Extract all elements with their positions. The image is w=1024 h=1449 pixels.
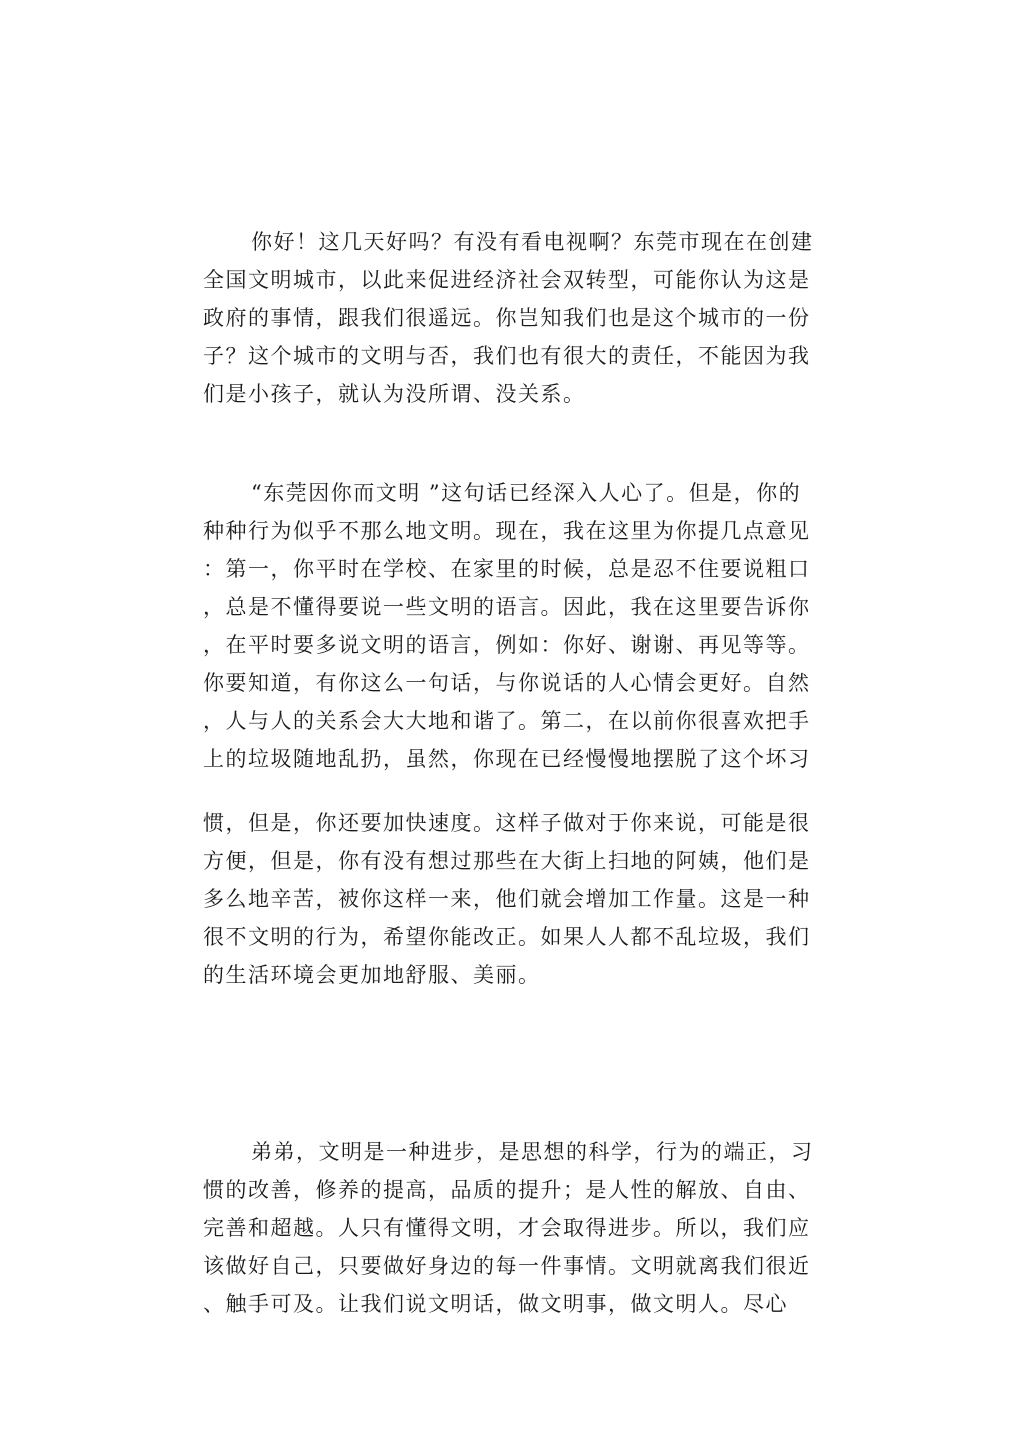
paragraph-line: 你要知道，有你这么一句话，与你说话的人心情会更好。自然 (203, 671, 811, 695)
paragraph-line: 们是小孩子，就认为没所谓、没关系。 (203, 382, 586, 406)
paragraph-line: 弟弟，文明是一种进步，是思想的科学，行为的端正，习 (251, 1140, 814, 1164)
paragraph-line: 方便，但是，你有没有想过那些在大街上扫地的阿姨，他们是 (203, 849, 811, 873)
paragraph-line: 种种行为似乎不那么地文明。现在，我在这里为你提几点意见 (203, 519, 811, 543)
paragraph-line: 惯的改善，修养的提高，品质的提升；是人性的解放、自由、 (203, 1178, 811, 1202)
paragraph-line: 你好！这几天好吗？有没有看电视啊？东莞市现在在创建 (251, 230, 814, 254)
paragraph-line: 惯，但是，你还要加快速度。这样子做对于你来说，可能是很 (203, 811, 811, 835)
paragraph-line: “东莞因你而文明 ”这句话已经深入人心了。但是，你的 (251, 481, 802, 505)
paragraph-line: 政府的事情，跟我们很遥远。你岂知我们也是这个城市的一份 (203, 306, 811, 330)
paragraph-line: ，在平时要多说文明的语言，例如：你好、谢谢、再见等等。 (203, 633, 811, 657)
paragraph-line: 多么地辛苦，被你这样一来，他们就会增加工作量。这是一种 (203, 887, 811, 911)
paragraph-line: 完善和超越。人只有懂得文明，才会取得进步。所以，我们应 (203, 1216, 811, 1240)
paragraph-line: 全国文明城市，以此来促进经济社会双转型，可能你认为这是 (203, 268, 811, 292)
paragraph-line: ，总是不懂得要说一些文明的语言。因此，我在这里要告诉你 (203, 595, 811, 619)
paragraph-line: 该做好自己，只要做好身边的每一件事情。文明就离我们很近 (203, 1254, 811, 1278)
paragraph-line: 、触手可及。让我们说文明话，做文明事，做文明人。尽心 (203, 1292, 788, 1316)
paragraph-line: 的生活环境会更加地舒服、美丽。 (203, 963, 541, 987)
paragraph-line: 上的垃圾随地乱扔，虽然，你现在已经慢慢地摆脱了这个坏习 (203, 747, 811, 771)
paragraph-line: 子？这个城市的文明与否，我们也有很大的责任，不能因为我 (203, 344, 811, 368)
paragraph-line: ：第一，你平时在学校、在家里的时候，总是忍不住要说粗口 (203, 557, 811, 581)
paragraph-line: 很不文明的行为，希望你能改正。如果人人都不乱垃圾，我们 (203, 925, 811, 949)
paragraph-line: ，人与人的关系会大大地和谐了。第二，在以前你很喜欢把手 (203, 709, 811, 733)
